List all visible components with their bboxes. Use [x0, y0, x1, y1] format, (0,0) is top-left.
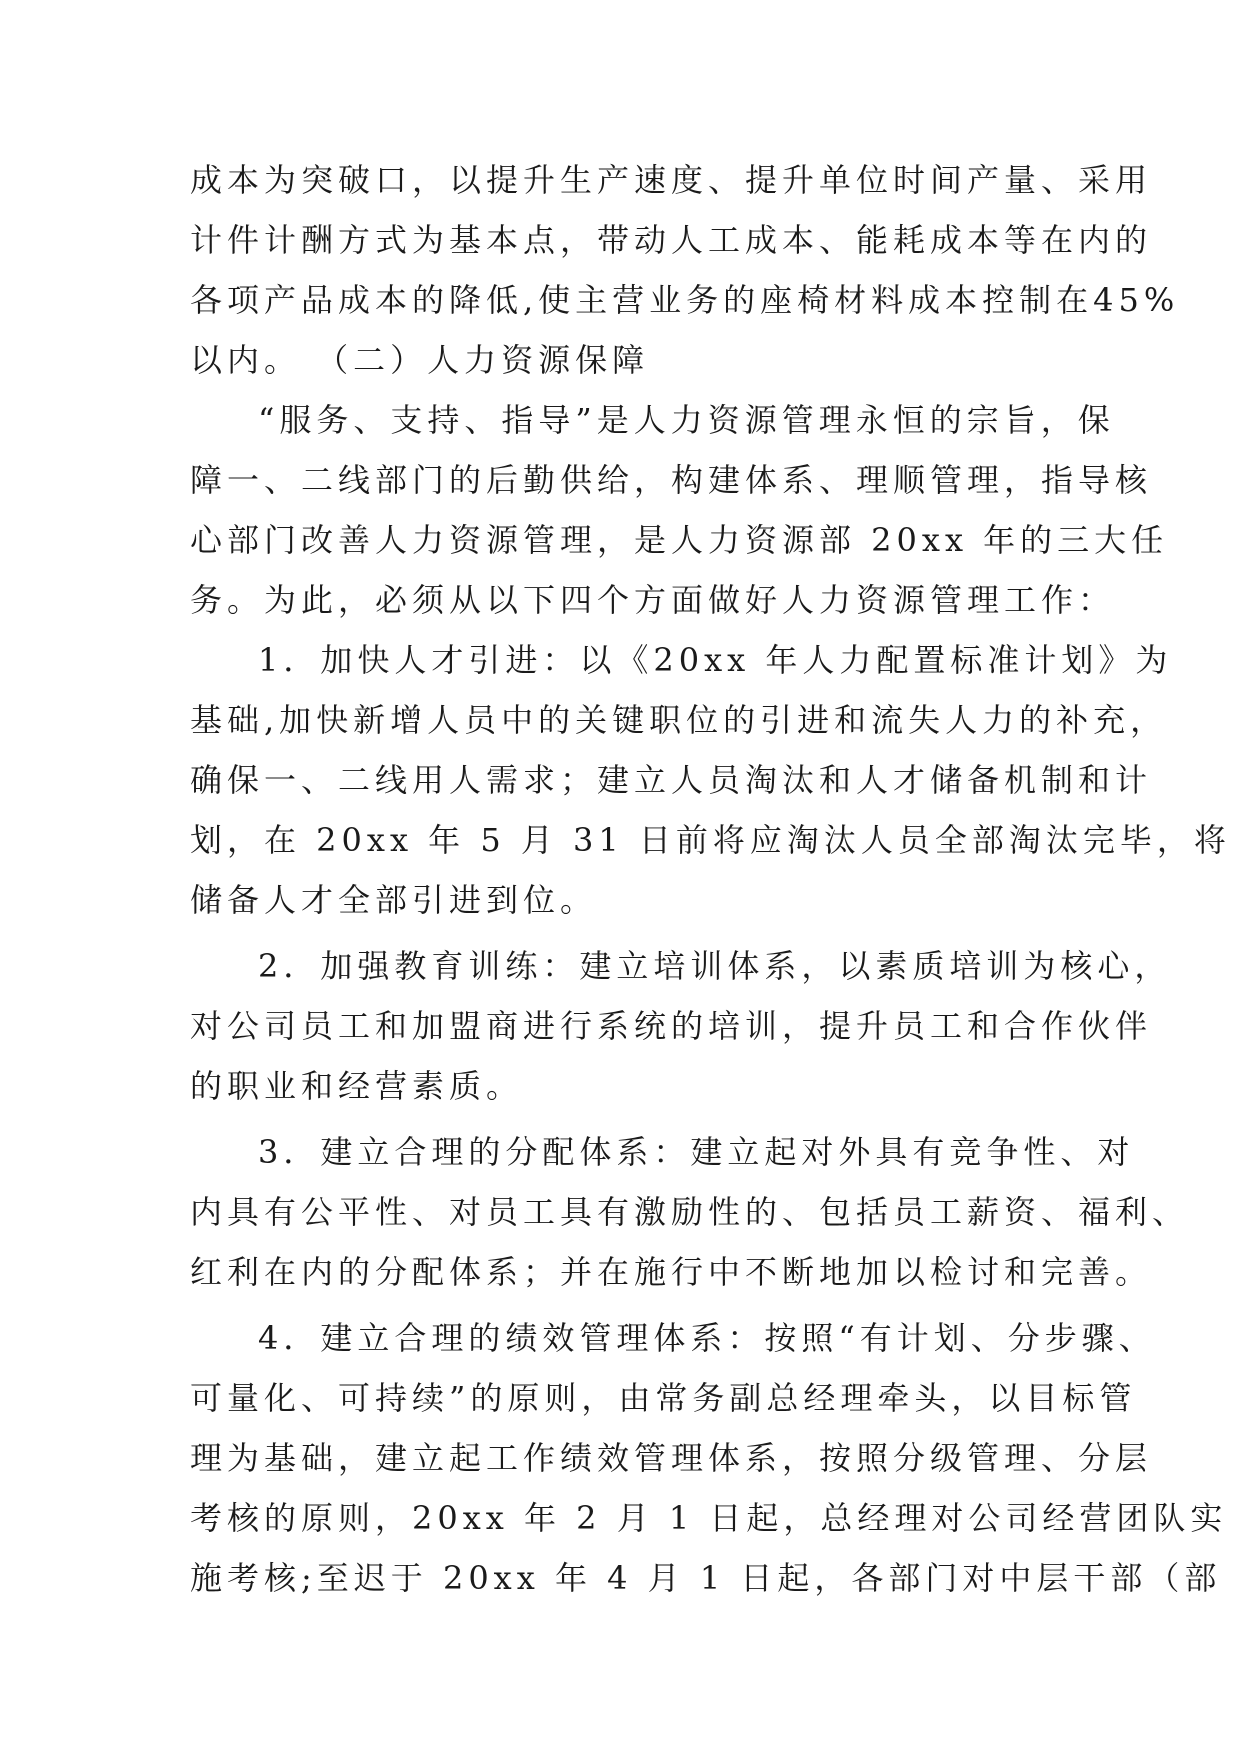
paragraph-first-line: “服务、支持、指导”是人力资源管理永恒的宗旨，保	[258, 401, 1115, 439]
text-line: 确保一、二线用人需求；建立人员淘汰和人才储备机制和计	[190, 761, 1153, 799]
text-line: 计件计酬方式为基本点，带动人工成本、能耗成本等在内的	[190, 221, 1153, 259]
text-line: 红利在内的分配体系；并在施行中不断地加以检讨和完善。	[190, 1253, 1153, 1291]
text-line: 理为基础，建立起工作绩效管理体系，按照分级管理、分层	[190, 1439, 1153, 1477]
text-line: 基础,加快新增人员中的关键职位的引进和流失人力的补充，	[190, 701, 1168, 739]
text-line: 划，在 20xx 年 5 月 31 日前将应淘汰人员全部淘汰完毕，将	[190, 821, 1231, 859]
list-item-1-first-line: 1．加快人才引进：以《20xx 年人力配置标准计划》为	[258, 641, 1173, 679]
text-line: 的职业和经营素质。	[190, 1067, 524, 1105]
text-line: 考核的原则，20xx 年 2 月 1 日起，总经理对公司经营团队实	[190, 1499, 1228, 1537]
list-item-2-first-line: 2．加强教育训练：建立培训体系，以素质培训为核心，	[258, 947, 1172, 985]
text-line: 障一、二线部门的后勤供给，构建体系、理顺管理，指导核	[190, 461, 1153, 499]
text-line: 心部门改善人力资源管理，是人力资源部 20xx 年的三大任	[190, 521, 1169, 559]
text-line: 各项产品成本的降低,使主营业务的座椅材料成本控制在45%	[190, 281, 1180, 319]
text-line: 务。为此，必须从以下四个方面做好人力资源管理工作：	[190, 581, 1116, 619]
document-body	[190, 150, 1231, 1608]
text-line: 施考核;至迟于 20xx 年 4 月 1 日起，各部门对中层干部（部	[190, 1559, 1222, 1597]
text-line: 成本为突破口，以提升生产速度、提升单位时间产量、采用	[190, 161, 1153, 199]
text-line: 对公司员工和加盟商进行系统的培训，提升员工和合作伙伴	[190, 1007, 1153, 1045]
list-item-3-first-line: 3．建立合理的分配体系：建立起对外具有竞争性、对	[258, 1133, 1135, 1171]
text-line: 内具有公平性、对员工具有激励性的、包括员工薪资、福利、	[190, 1193, 1190, 1231]
text-line: 可量化、可持续”的原则，由常务副总经理牵头，以目标管	[190, 1379, 1137, 1417]
text-line: 储备人才全部引进到位。	[190, 881, 598, 919]
list-item-4-first-line: 4．建立合理的绩效管理体系：按照“有计划、分步骤、	[258, 1319, 1156, 1357]
section-heading-line: 以内。 （二）人力资源保障	[190, 341, 650, 379]
